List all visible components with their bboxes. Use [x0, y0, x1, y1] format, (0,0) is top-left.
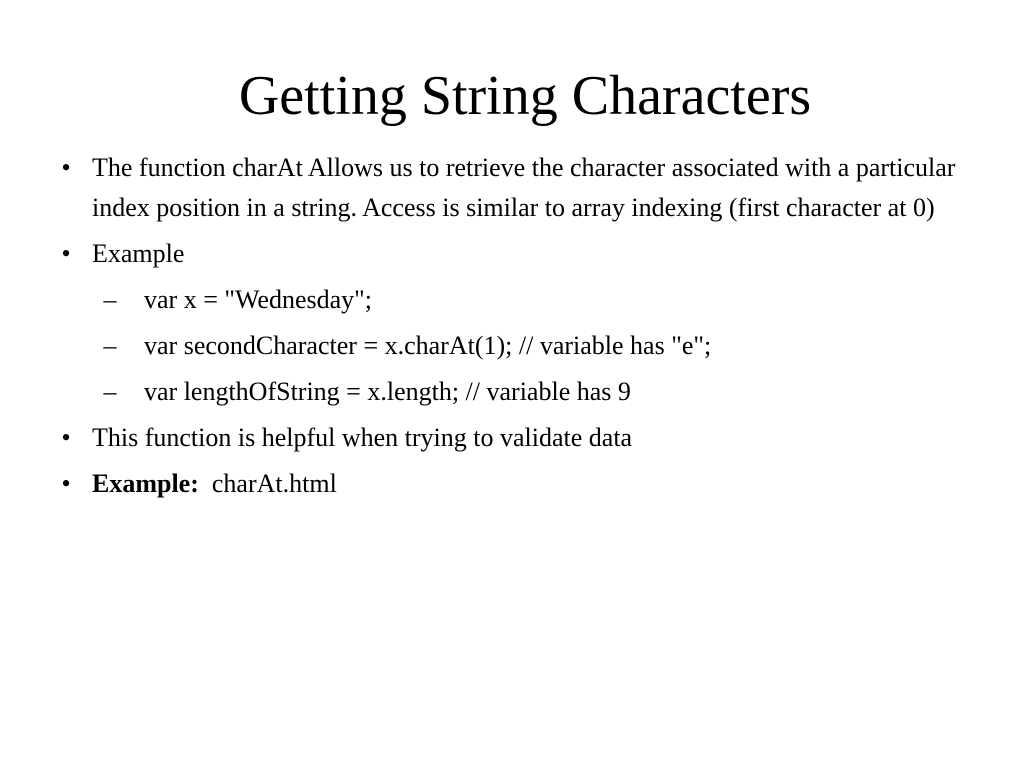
bullet-item [56, 234, 976, 274]
bullet-item [56, 418, 976, 458]
slide-title: Getting String Characters [238, 65, 812, 127]
example-filename: charAt.html [211, 469, 337, 498]
sub-bullet-marker: – [103, 331, 117, 360]
sub-bullet-text: var x = "Wednesday"; [144, 285, 373, 314]
bullet-text: The function charAt Allows us to retrieve the character associated with a particular index position in a string. Access is similar to array indexing (first character at 0) [92, 153, 956, 222]
bullet-text: This function is helpful when trying to validate data [92, 423, 633, 452]
bullet-text: Example [92, 239, 185, 268]
bullet-marker: • [61, 423, 71, 452]
sub-bullet-item [56, 280, 976, 320]
bullet-item [56, 148, 976, 228]
sub-bullet-marker: – [103, 285, 117, 314]
sub-bullet-text: var secondCharacter = x.charAt(1); // variable has "e"; [144, 331, 712, 360]
sub-bullet-text: var lengthOfString = x.length; // variable has 9 [144, 377, 631, 406]
sub-bullet-item [56, 326, 976, 366]
sub-bullet-marker: – [103, 377, 117, 406]
bullet-marker: • [61, 153, 71, 182]
bullet-marker: • [61, 469, 71, 498]
bullet-item [56, 464, 976, 504]
bullet-marker: • [61, 239, 71, 268]
example-label: Example: [92, 469, 199, 498]
slide-content [56, 148, 976, 510]
sub-bullet-item [56, 372, 976, 412]
